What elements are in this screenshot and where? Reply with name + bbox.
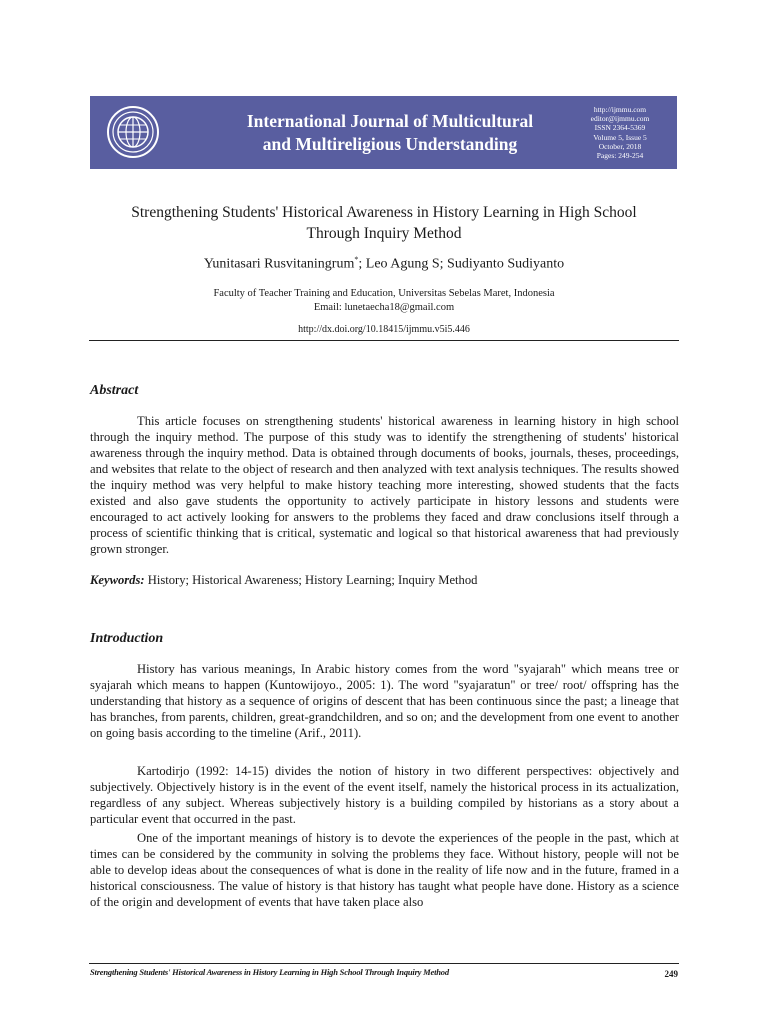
keywords-label: Keywords: <box>90 573 145 587</box>
article-title <box>70 202 698 244</box>
journal-date: October, 2018 <box>598 141 642 151</box>
author-list <box>70 255 698 273</box>
journal-email[interactable]: editor@ijmmu.com <box>590 114 650 124</box>
introduction-paragraph-1: History has various meanings, In Arabic history comes from the word "syajarah" which means tree or syajarah which means to happen (Kuntowijoyo., 2005: 1). The word "syajaratun" or tree/ root/ offspring has the understanding that history as a sequence of origins of descent that has been continuous since the past; a lineage that has branches, from parents, children, great-grandchildren, and so on; and the development from one event to another on going basis according to the timeline (Arif., 2011). <box>90 662 679 740</box>
running-title: Strengthening Students' Historical Awareness in History Learning in High School Through Inquiry Method <box>90 967 449 977</box>
header-divider <box>89 340 679 341</box>
keywords-line <box>90 573 679 588</box>
journal-info-block <box>575 105 665 160</box>
article-title-line-1: Strengthening Students' Historical Awareness in History Learning in High School <box>131 204 637 221</box>
corresponding-author-mark: * <box>354 255 359 264</box>
doi-link[interactable]: http://dx.doi.org/10.18415/ijmmu.v5i5.446 <box>298 324 470 335</box>
abstract-heading: Abstract <box>90 383 139 398</box>
other-authors: ; Leo Agung S; Sudiyanto Sudiyanto <box>358 256 565 272</box>
journal-volume: Volume 5, Issue 5 <box>593 132 647 142</box>
article-title-line-2: Through Inquiry Method <box>306 225 462 242</box>
introduction-heading: Introduction <box>90 631 164 646</box>
abstract-text: This article focuses on strengthening students' historical awareness in learning history in high school through the inquiry method. The purpose of this study was to identify the strengthening of students' historical awareness through the inquiry method. Data is obtained through documents of books, journals, theses, proceedings, and websites that relate to the object of research and then analyzed with text analysis techniques. The results showed the inquiry method was very helpful to make history teaching more interesting, showed students that the facts existed and also gave students the opportunity to actively participate in history lessons and students were encouraged to act actively looking for answers to the problems they faced and draw conclusions itself through a process of scientific thinking that is critical, systematic and logical so that historical awareness that had previously grown stronger. <box>90 414 679 556</box>
author-email[interactable]: Email: lunetaecha18@gmail.com <box>313 302 455 313</box>
introduction-paragraph-3: One of the important meanings of history is to devote the experiences of the people in the past, which at times can be considered by the community in solving the problems they face. Without history, people will not be able to develop ideas about the consequences of what is done in the reality of life now and in the future, framed in a historical consciousness. The value of history is that history has taught what people have done. History as a science of the origin and development of events that have taken place also <box>90 831 679 909</box>
journal-pages: Pages: 249-254 <box>596 151 644 161</box>
affiliation: Faculty of Teacher Training and Education, Universitas Sebelas Maret, Indonesia <box>213 288 555 299</box>
footer-divider <box>89 963 679 964</box>
journal-title-line-1: International Journal of Multicultural <box>246 111 534 131</box>
affiliation-block <box>70 287 698 315</box>
page-number: 249 <box>664 969 678 979</box>
corresponding-author: Yunitasari Rusvitaningrum <box>203 256 355 272</box>
keywords-text: History; Historical Awareness; History Learning; Inquiry Method <box>144 573 478 587</box>
journal-globe-logo-icon <box>106 105 160 159</box>
journal-title-line-2: and Multireligious Understanding <box>262 134 518 154</box>
journal-title <box>200 110 580 156</box>
journal-header-banner <box>90 96 677 169</box>
journal-issn: ISSN 2364-5369 <box>594 123 646 133</box>
introduction-paragraph-2: Kartodirjo (1992: 14-15) divides the notion of history in two different perspectives: objectively and subjectively. Objectively history is in the event of the event itself, namely the historical process in its actualization, regardless of any subject. Whereas subjectively history is a building compiled by historians as a story about a particular event that occurred in the past. <box>90 764 679 826</box>
journal-url[interactable]: http://ijmmu.com <box>593 105 647 114</box>
